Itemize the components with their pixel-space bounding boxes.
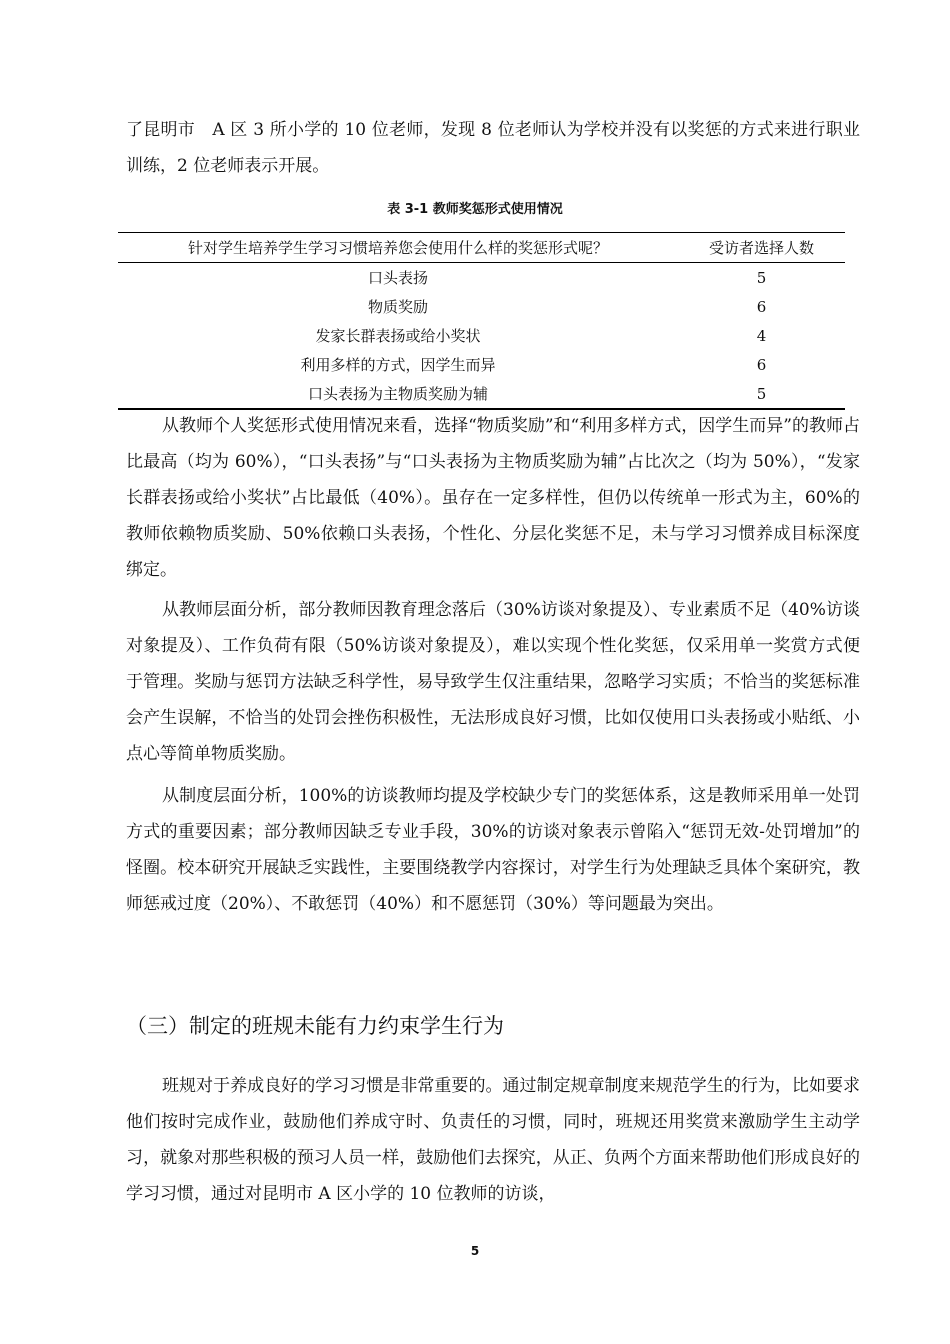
table-cell-label: 发家长群表扬或给小奖状 [315, 327, 481, 345]
section-heading: （三）制定的班规未能有力约束学生行为 [126, 1014, 504, 1038]
table-cell-count: 6 [756, 297, 767, 316]
table-cell-count: 5 [756, 384, 767, 403]
table-row [118, 292, 845, 321]
table-cell-count: 5 [756, 268, 767, 287]
table-caption: 表 3-1 教师奖惩形式使用情况 [387, 202, 563, 217]
paragraph-teacher-level: 从教师层面分析，部分教师因教育理念落后（30%访谈对象提及）、专业素质不足（40%访谈对象提及）、工作负荷有限（50%访谈对象提及），难以实现个性化奖惩，仅采用单一奖赏方式便于管理。奖励与惩罚方法缺乏科学性，易导致学生仅注重结果，忽略学习实质；不恰当的奖惩标准会产生误解，不恰当的处罚会挫伤积极性，无法形成良好习惯，比如仅使用口头表扬或小贴纸、小点心等简单物质奖励。 [126, 600, 860, 764]
table-cell-label: 口头表扬 [367, 269, 428, 287]
table-row [118, 263, 845, 293]
table-row [118, 350, 845, 379]
table-header-row [118, 233, 845, 263]
paragraph-personal-usage: 从教师个人奖惩形式使用情况来看，选择“物质奖励”和“利用多样方式，因学生而异”的教师占比最高（均为 60%），“口头表扬”与“口头表扬为主物质奖励为辅”占比次之（均为 50%），“发家长群表扬或给小奖状”占比最低（40%）。虽存在一定多样性，但仍以传统单一形式为主，60%的教师依赖物质奖励、50%依赖口头表扬，个性化、分层化奖惩不足，未与学习习惯养成目标深度绑定。 [126, 416, 860, 580]
table-row [118, 321, 845, 350]
page-number: 5 [470, 1244, 480, 1258]
table-cell-count: 4 [756, 326, 767, 345]
reward-punishment-table [118, 232, 845, 410]
table-cell-label: 利用多样的方式，因学生而异 [300, 356, 496, 374]
table-cell-label: 物质奖励 [367, 298, 428, 316]
paragraph-intro: 了昆明市 A 区 3 所小学的 10 位老师，发现 8 位老师认为学校并没有以奖惩的方式来进行职业训练，2 位老师表示开展。 [126, 120, 860, 176]
table-row [118, 379, 845, 409]
table-header-question: 针对学生培养学生学习习惯培养您会使用什么样的奖惩形式呢？ [118, 233, 678, 263]
paragraph-system-level: 从制度层面分析，100%的访谈教师均提及学校缺少专门的奖惩体系，这是教师采用单一处罚方式的重要因素；部分教师因缺乏专业手段，30%的访谈对象表示曾陷入“惩罚无效-处罚增加”的怪圈。校本研究开展缺乏实践性，主要围绕教学内容探讨，对学生行为处理缺乏具体个案研究，教师惩戒过度（20%）、不敢惩罚（40%）和不愿惩罚（30%）等问题最为突出。 [126, 786, 860, 914]
table-cell-label: 口头表扬为主物质奖励为辅 [307, 385, 488, 403]
paragraph-class-rules: 班规对于养成良好的学习习惯是非常重要的。通过制定规章制度来规范学生的行为，比如要求他们按时完成作业，鼓励他们养成守时、负责任的习惯，同时，班规还用奖赏来激励学生主动学习，就象对那些积极的预习人员一样，鼓励他们去探究，从正、负两个方面来帮助他们形成良好的学习习惯，通过对昆明市 A 区小学的 10 位教师的访谈， [126, 1076, 860, 1204]
table-cell-count: 6 [756, 355, 767, 374]
table-header-count: 受访者选择人数 [678, 233, 845, 263]
